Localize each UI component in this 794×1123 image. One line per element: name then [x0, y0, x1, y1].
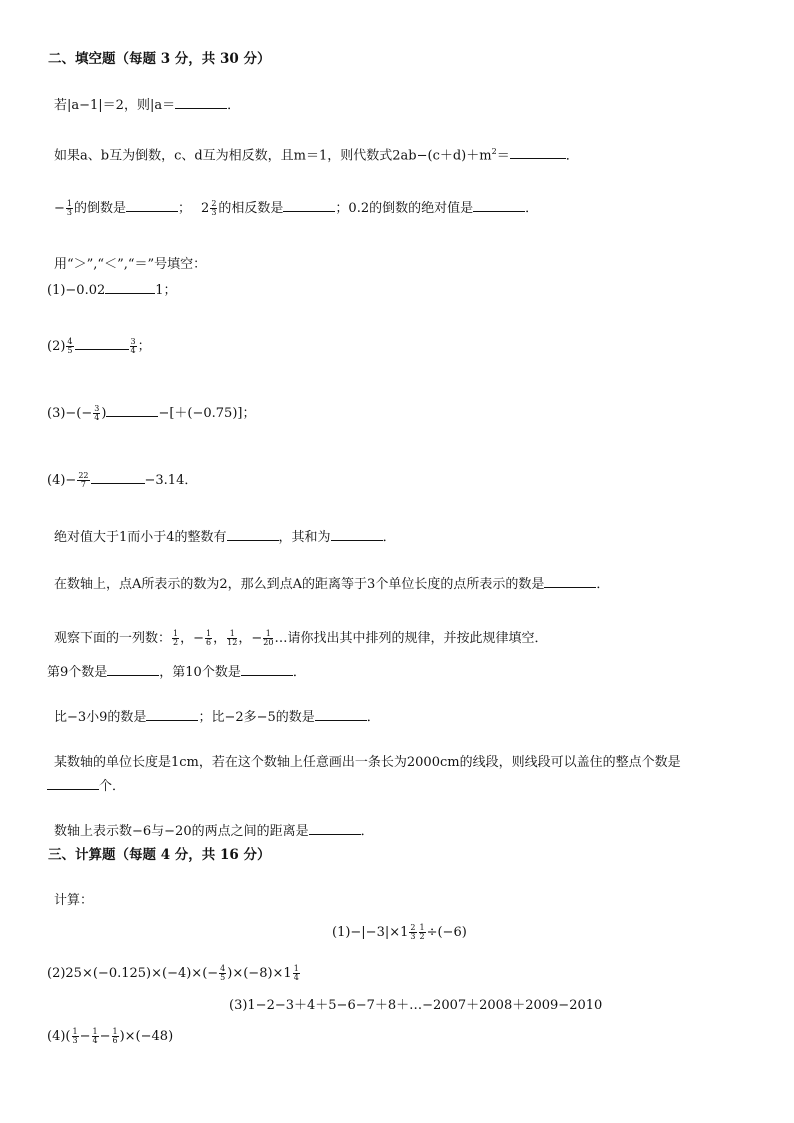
question-9: 某数轴的单位长度是1cm，若在这个数轴上任意画出一条长为2000cm的线段，则线段可以盖住的整点个数是: [54, 755, 681, 770]
answer-blank: [473, 199, 525, 212]
fraction: $\frac{4}{5}$: [67, 337, 73, 355]
calc-intro: 计算：: [54, 893, 94, 908]
q2-exponent: 2: [491, 147, 497, 156]
section-3-header: 三、计算题（每题 4 分，共 16 分）: [48, 847, 271, 863]
answer-blank: [315, 708, 367, 721]
answer-blank: [126, 199, 178, 212]
answer-blank: [146, 708, 198, 721]
question-2: 如果a、b互为倒数，c、d互为相反数，且m＝1，则代数式$2ab-(c+d)+m^2=$ ．: [54, 147, 579, 164]
answer-blank: [106, 404, 158, 417]
question-4-2: (2) $\frac{4}{5}$ $\frac{3}{4}$ ；: [47, 337, 151, 355]
fraction: $\frac{2}{3}$: [410, 923, 416, 941]
fraction: $\frac{1}{12}$: [227, 629, 238, 647]
question-4-3: (3)−(− $\frac{3}{4}$ ) −[＋(−0.75)]；: [47, 404, 256, 422]
question-8: 比−3小9的数是 ；比−2多−5的数是 ．: [54, 710, 380, 725]
fraction: $\frac{22}{7}$: [78, 471, 89, 489]
question-9-cont: 个．: [47, 777, 125, 796]
fraction: $\frac{3}{4}$: [94, 404, 100, 422]
question-3: − $\frac{1}{3}$ 的倒数是 ； 2 $\frac{2}{3}$ 的相反数是 ；0.2的倒数的绝对值是 ．: [54, 199, 539, 217]
fraction: $\frac{1}{3}$: [66, 199, 72, 217]
answer-blank: [175, 96, 227, 109]
fraction: $\frac{4}{5}$: [220, 964, 226, 982]
question-4-1: (1)−0.02 1；: [47, 283, 177, 298]
question-5: 绝对值大于1而小于4的整数有 ，其和为 ．: [54, 530, 396, 545]
fraction: $\frac{2}{3}$: [211, 199, 217, 217]
fraction: $\frac{1}{4}$: [293, 964, 299, 982]
calc-1: (1)−|−3|×1 $\frac{2}{3}$ $\frac{1}{2}$ ÷(−6): [332, 923, 467, 941]
question-4-intro: 用“＞”,“＜”,“＝”号填空：: [54, 257, 207, 272]
fraction: $\frac{1}{6}$: [206, 629, 212, 647]
calc-3: (3)1−2−3＋4＋5−6−7＋8＋…−2007＋2008＋2009−2010: [229, 998, 603, 1013]
answer-blank: [510, 146, 566, 159]
section-2-header: 二、填空题（每题 3 分，共 30 分）: [48, 51, 271, 67]
q2-text: 如果a、b互为倒数，c、d互为相反数，且m＝1，则代数式2ab−(c＋d)＋m: [54, 148, 492, 164]
answer-blank: [105, 281, 155, 294]
answer-blank: [283, 199, 335, 212]
question-7-blanks: 第9个数是 ，第10个数是 ．: [47, 665, 306, 680]
question-6: 在数轴上，点A所表示的数为2，那么到点A的距离等于3个单位长度的点所表示的数是 ．: [54, 577, 610, 592]
calc-2: (2)25×(−0.125)×(−4)×(− $\frac{4}{5}$ )×(−8)×1 $\frac{1}{4}$: [47, 964, 299, 982]
question-7: 观察下面的一列数： $\frac{1}{2}$ ，− $\frac{1}{6}$ ， $\frac{1}{12}$ ，− $\frac{1}{20}$ …请你找出其中排列的规律，并按此规律填空．: [54, 629, 548, 647]
answer-blank: [91, 471, 145, 484]
fraction: $\frac{1}{3}$: [72, 1027, 78, 1045]
question-4-4: (4)− $\frac{22}{7}$ −3.14．: [47, 471, 198, 489]
calc-4: (4)( $\frac{1}{3}$ − $\frac{1}{4}$ − $\frac{1}{6}$ )×(−48): [47, 1027, 174, 1045]
answer-blank: [107, 663, 159, 676]
fraction: $\frac{1}{4}$: [92, 1027, 98, 1045]
fraction: $\frac{1}{2}$: [173, 629, 179, 647]
q1-text: 若|a−1|＝2，则|a＝: [54, 98, 176, 113]
answer-blank: [241, 663, 293, 676]
answer-blank: [75, 337, 129, 350]
fraction: $\frac{1}{20}$: [263, 629, 274, 647]
answer-blank: [47, 777, 99, 790]
fraction: $\frac{3}{4}$: [130, 337, 136, 355]
answer-blank: [544, 575, 596, 588]
question-1: 若|a−1|＝2，则|a＝ ．: [54, 98, 241, 113]
fraction: $\frac{1}{2}$: [419, 923, 425, 941]
answer-blank: [227, 528, 279, 541]
question-10: 数轴上表示数−6与−20的两点之间的距离是 ．: [54, 824, 374, 839]
answer-blank: [309, 822, 361, 835]
answer-blank: [331, 528, 383, 541]
fraction: $\frac{1}{6}$: [112, 1027, 118, 1045]
